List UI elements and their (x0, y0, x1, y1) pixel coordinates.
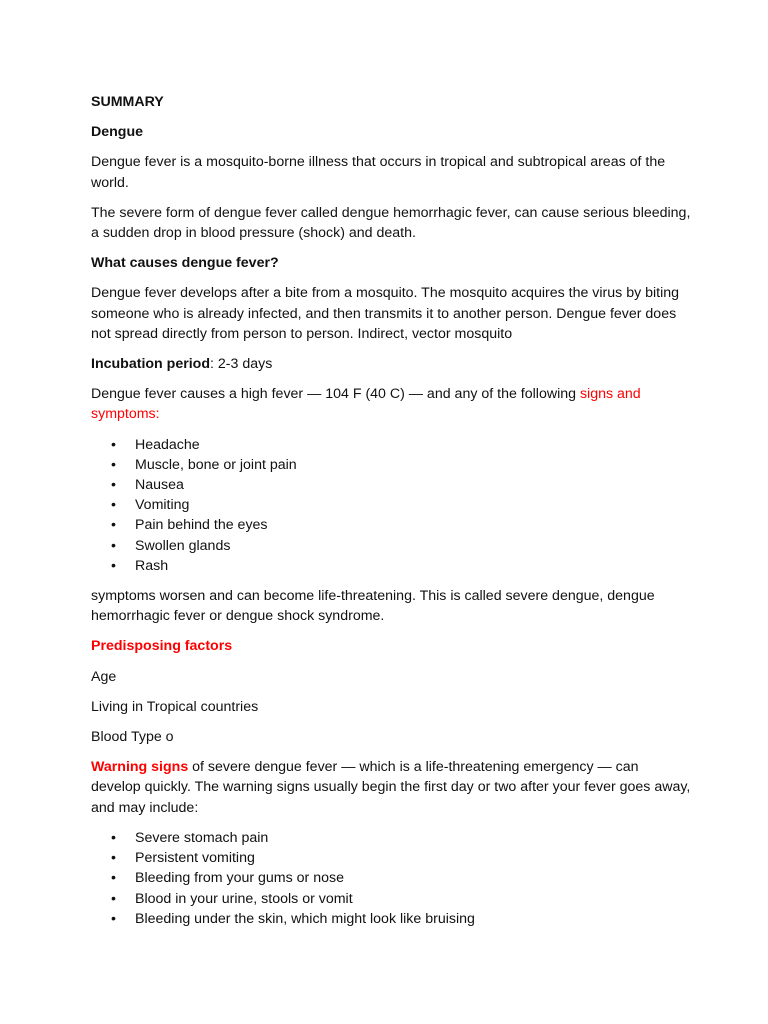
worsen-paragraph: symptoms worsen and can become life-threatening. This is called severe dengue, dengue hemorrhagic fever or dengue shock syndrome. (91, 588, 655, 625)
list-item: • Blood in your urine, stools or vomit (91, 889, 691, 909)
factor-blood-type: Blood Type o (91, 729, 174, 746)
warning-signs-list (91, 828, 691, 929)
warning-text: of severe dengue fever — which is a life-threatening emergency — can develop quickly. The warning signs usually begin the first day or two after your fever goes away, and may include: (91, 759, 691, 816)
dengue-heading: Dengue (91, 124, 144, 141)
predisposing-heading: Predisposing factors (91, 638, 233, 655)
warning-label: Warning signs (91, 759, 189, 776)
causes-heading: What causes dengue fever? (91, 255, 279, 272)
summary-heading: SUMMARY (91, 94, 164, 110)
intro-paragraph: Dengue fever is a mosquito-borne illness that occurs in tropical and subtropical areas of the world. (91, 154, 666, 191)
list-item: • Vomiting (91, 495, 691, 515)
list-item: • Severe stomach pain (91, 828, 691, 848)
list-item: • Bleeding from your gums or nose (91, 868, 691, 888)
severe-form-paragraph: The severe form of dengue fever called dengue hemorrhagic fever, can cause serious bleeding, a sudden drop in blood pressure (shock) and death. (91, 204, 691, 242)
factor-age: Age (91, 668, 117, 685)
document-content (91, 92, 691, 939)
list-item: • Rash (91, 556, 691, 576)
list-item: • Nausea (91, 475, 691, 495)
causes-paragraph: Dengue fever develops after a bite from a mosquito. The mosquito acquires the virus by biting someone who is already infected, and then transmits it to another person. Dengue fever does not spread directly from person to person. Indirect, vector mosquito (91, 285, 680, 342)
list-item: • Pain behind the eyes (91, 515, 691, 535)
signs-and-symptoms-link[interactable]: signs and symptoms: (91, 386, 641, 423)
list-item: • Swollen glands (91, 536, 691, 556)
warning-paragraph (91, 757, 691, 818)
fever-text: Dengue fever causes a high fever — 104 F (40 C) — and any of the following (91, 386, 580, 403)
incubation-value: : 2-3 days (210, 356, 273, 373)
symptoms-list (91, 435, 691, 576)
incubation-label: Incubation period (91, 356, 211, 373)
list-item: • Headache (91, 435, 691, 455)
list-item: • Muscle, bone or joint pain (91, 455, 691, 475)
incubation-line (91, 354, 691, 374)
factor-tropical: Living in Tropical countries (91, 698, 259, 715)
fever-paragraph (91, 384, 691, 424)
list-item: • Persistent vomiting (91, 848, 691, 868)
list-item: • Bleeding under the skin, which might look like bruising (91, 909, 691, 929)
